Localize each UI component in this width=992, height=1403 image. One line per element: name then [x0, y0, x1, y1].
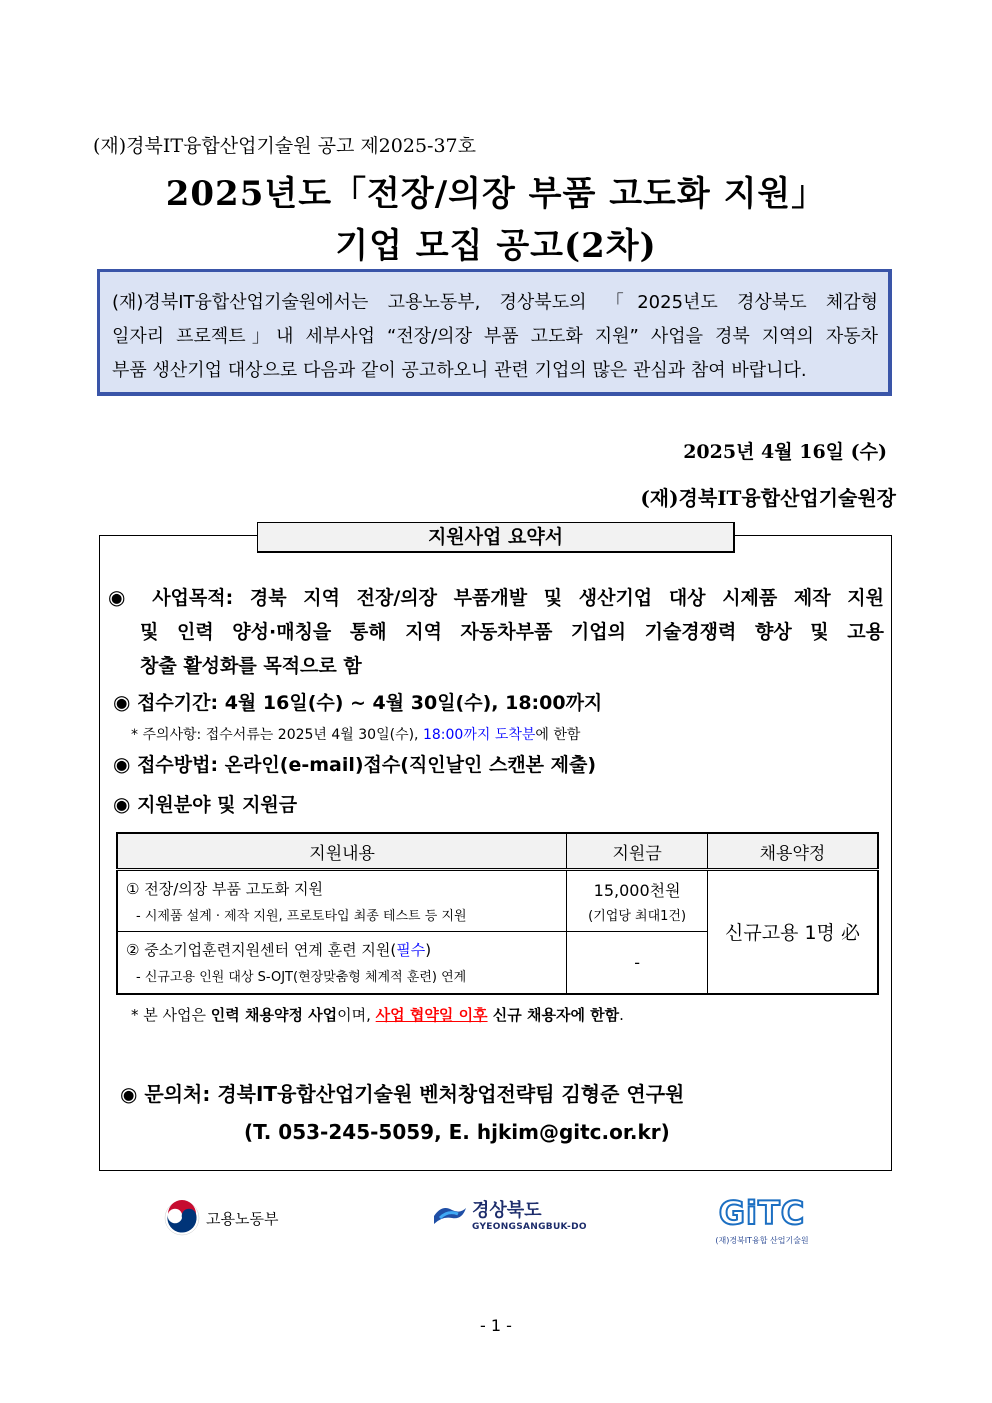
taegeuk-icon — [164, 1200, 200, 1236]
issuer: (재)경북IT융합산업기술원장 — [640, 486, 896, 510]
gitc-logo — [714, 1194, 810, 1246]
svg-text:GiTC: GiTC — [718, 1194, 806, 1230]
gyeongbuk-emblem-icon — [432, 1200, 468, 1228]
intro-line: 부품 생산기업 대상으로 다음과 같이 공고하오니 관련 기업의 많은 관심과 참여 바랍니다. — [112, 360, 807, 381]
period-text: 접수기간: 4월 16일(수) ~ 4월 30일(수), 18:00까지 — [137, 692, 603, 714]
gyeongbuk-logo-en: GYEONGSANGBUK-DO — [472, 1222, 587, 1232]
period-note-prefix: * 주의사항: 접수서류는 2025년 4월 30일(수), — [131, 727, 423, 743]
bullet-icon: ◉ — [113, 690, 131, 714]
moel-logo-text: 고용노동부 — [206, 1209, 279, 1228]
page-title-line2: 기업 모집 공고(2차) — [335, 226, 657, 266]
table-row — [117, 870, 878, 932]
row-sub: - 신규고용 인원 대상 S-OJT(현장맞춤형 체계적 훈련) 연계 — [136, 970, 467, 986]
table-header-row — [117, 833, 878, 870]
row-main — [126, 939, 558, 960]
summary-title: 지원사업 요약서 — [257, 522, 735, 553]
note-end: . — [619, 1006, 624, 1024]
table-cell — [117, 870, 567, 932]
moel-logo — [164, 1200, 278, 1236]
contact-section — [120, 1078, 684, 1107]
table-header: 지원금 — [567, 833, 708, 870]
period-note-suffix: 에 한함 — [535, 727, 581, 743]
row-main-suffix: ) — [425, 941, 432, 960]
period-note — [131, 724, 580, 744]
purpose-line: 사업목적: 경북 지역 전장/의장 부품개발 및 생산기업 대상 시제품 제작 지원 — [152, 587, 885, 609]
period-section — [113, 688, 602, 715]
intro-box — [97, 269, 892, 396]
field-section — [113, 790, 297, 817]
notice-number: (재)경북IT융합산업기술원 공고 제2025-37호 — [93, 135, 476, 157]
support-table — [116, 832, 879, 995]
period-note-highlight: 18:00까지 도착분 — [422, 727, 536, 743]
bullet-icon: ◉ — [108, 585, 136, 609]
bullet-icon: ◉ — [113, 792, 131, 816]
table-cell — [567, 870, 708, 932]
contact-details: (T. 053-245-5059, E. hjkim@gitc.or.kr) — [244, 1120, 670, 1144]
note-red: 사업 협약일 이후 — [375, 1006, 488, 1024]
amount: - — [567, 932, 708, 994]
row-main-prefix: ② 중소기업훈련지원센터 연계 훈련 지원( — [126, 941, 397, 960]
notice-date: 2025년 4월 16일 (수) — [683, 441, 887, 463]
row-main-highlight: 필수 — [396, 941, 426, 960]
row-main: ① 전장/의장 부품 고도화 지원 — [126, 880, 323, 898]
method-text: 접수방법: 온라인(e-mail)접수(직인날인 스캔본 제출) — [137, 754, 597, 776]
table-note — [131, 1004, 624, 1025]
intro-line: (재)경북IT융합산업기술원에서는 고용노동부, 경상북도의 「2025년도 경상북도 체감형 — [112, 292, 878, 313]
intro-line: 일자리 프로젝트」내 세부사업 “전장/의장 부품 고도화 지원” 사업을 경북 지역의 자동차 — [112, 326, 878, 347]
table-header: 채용약정 — [707, 833, 878, 870]
gitc-logo-subtitle: (재)경북IT융합 산업기술원 — [715, 1236, 809, 1245]
purpose-section — [108, 580, 884, 683]
note-bold: 인력 채용약정 사업 — [210, 1006, 338, 1024]
row-sub: - 시제품 설계 · 제작 지원, 프로토타입 최종 테스트 등 지원 — [136, 909, 467, 924]
page-title-line1: 2025년도「전장/의장 부품 고도화 지원」 — [165, 174, 827, 214]
amount: 15,000천원 — [593, 881, 681, 900]
purpose-line: 및 인력 양성·매칭을 통해 지역 자동차부품 기업의 기술경쟁력 향상 및 고용 — [140, 621, 884, 643]
contact-text: 문의처: 경북IT융합산업기술원 벤처창업전략팀 김형준 연구원 — [144, 1082, 685, 1106]
purpose-line: 창출 활성화를 목적으로 함 — [140, 655, 362, 677]
note-bold: 신규 채용자에 한함 — [487, 1006, 620, 1024]
hire-cell: 신규고용 1명 必 — [707, 870, 878, 994]
note-mid: 이며, — [337, 1006, 376, 1024]
gitc-logo-icon — [714, 1194, 810, 1230]
method-section — [113, 750, 596, 777]
amount-note: (기업당 최대1건) — [588, 909, 687, 924]
bullet-icon: ◉ — [113, 752, 131, 776]
field-text: 지원분야 및 지원금 — [137, 794, 298, 816]
table-header: 지원내용 — [117, 833, 567, 870]
note-prefix: * 본 사업은 — [131, 1006, 211, 1024]
page-number: - 1 - — [480, 1316, 512, 1335]
gyeongbuk-logo-ko: 경상북도 — [472, 1200, 542, 1221]
bullet-icon: ◉ — [120, 1082, 138, 1106]
table-cell — [117, 932, 567, 994]
gyeongbuk-logo — [432, 1196, 587, 1232]
